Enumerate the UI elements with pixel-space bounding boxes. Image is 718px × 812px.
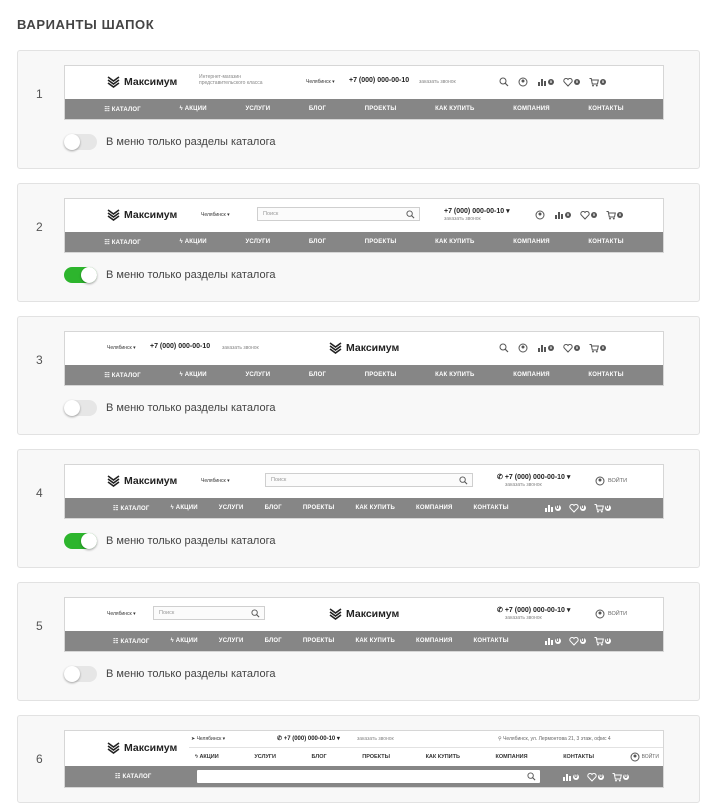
search-icon[interactable] [251,609,260,618]
city-select[interactable]: Челябинск ▾ [306,79,335,85]
search-input[interactable] [257,207,420,221]
catalog-only-toggle[interactable] [64,400,97,416]
menu-item-projects[interactable]: ПРОЕКТЫ [364,106,397,112]
logo-icon [107,742,120,754]
city-select[interactable]: Челябинск ▾ [107,345,136,351]
menu-item-projects[interactable]: ПРОЕКТЫ [302,505,335,511]
catalog-only-toggle[interactable] [64,267,97,283]
logo-icon [329,608,342,620]
menu-item-services[interactable]: УСЛУГИ [245,106,271,112]
city-select[interactable]: Челябинск ▾ [201,478,230,484]
location-icon: ⚲ [498,736,504,742]
favorite-count: 0 [575,79,579,84]
main-menu [65,498,663,518]
menu-item-contacts[interactable]: КОНТАКТЫ [473,505,509,511]
toggle-label: В меню только разделы каталога [106,136,276,148]
compare-icon[interactable] [554,210,564,220]
cart-count: 0 [624,773,628,780]
main-menu [65,232,663,252]
header-preview[interactable] [64,730,664,788]
phone-icon: ✆ [277,736,284,742]
menu-item-sales[interactable]: ϟ АКЦИИ [179,239,207,245]
header-variant-2[interactable] [17,183,700,302]
cart-count: 0 [605,505,610,511]
cart-count: 0 [601,345,605,350]
logo-icon [107,475,120,487]
logo-text: Максимум [124,209,178,221]
callback-link[interactable]: заказать звонок [222,345,259,351]
catalog-only-toggle[interactable] [64,134,97,150]
compare-icon[interactable] [544,503,554,513]
logo-icon [107,76,120,88]
menu-item-blog[interactable]: БЛОГ [264,505,282,511]
heart-icon[interactable] [569,636,579,646]
compare-count: 0 [574,773,578,780]
logo-text: Максимум [124,76,178,88]
logo-text: Максимум [346,342,400,354]
header-variant-6[interactable] [17,715,700,803]
logo-icon [329,342,342,354]
header-preview[interactable] [64,331,664,386]
menu-item-catalog[interactable]: ☷ КАТАЛОГ [115,774,152,780]
catalog-only-toggle[interactable] [64,666,97,682]
menu-item-sales[interactable]: ϟ АКЦИИ [195,754,219,760]
phone-number[interactable]: +7 (000) 000-00-10 [150,343,211,350]
cart-icon[interactable] [612,772,622,782]
menu-item-contacts[interactable]: КОНТАКТЫ [588,106,624,112]
menu-item-sales[interactable]: ϟ АКЦИИ [179,372,207,378]
menu-item-sales[interactable]: ϟ АКЦИИ [170,505,198,511]
toggle-label: В меню только разделы каталога [106,402,276,414]
menu-item-company[interactable]: КОМПАНИЯ [513,106,550,112]
menu-item-catalog[interactable]: ☷ КАТАЛОГ [104,239,141,246]
logo-text: Максимум [124,475,178,487]
logo-icon [107,209,120,221]
header-variant-4[interactable] [17,449,700,568]
header-preview[interactable] [64,464,664,519]
menu-item-services[interactable]: УСЛУГИ [218,638,244,644]
menu-item-how-to-buy[interactable]: КАК КУПИТЬ [435,372,475,378]
navigation-icon: ➤ [191,736,197,742]
lightning-icon: ϟ [170,638,176,644]
menu-item-how-to-buy[interactable]: КАК КУПИТЬ [355,505,395,511]
header-preview[interactable] [64,65,664,120]
heart-icon[interactable] [580,210,590,220]
logo [107,742,177,754]
variant-number: 1 [36,87,43,101]
header-variant-5[interactable] [17,582,700,701]
phone-number[interactable]: ✆ +7 (000) 000-00-10 ▾ [497,607,571,614]
user-icon[interactable] [535,210,545,220]
menu-item-contacts[interactable]: КОНТАКТЫ [563,754,595,760]
callback-link[interactable]: заказать звонок [444,216,481,222]
toggle-label: В меню только разделы каталога [106,535,276,547]
menu-item-company[interactable]: КОМПАНИЯ [513,372,550,378]
catalog-only-toggle[interactable] [64,533,97,549]
grid-icon: ☷ [104,106,112,113]
menu-item-services[interactable]: УСЛУГИ [218,505,244,511]
callback-link[interactable]: заказать звонок [357,736,394,742]
menu-item-services[interactable]: УСЛУГИ [245,239,271,245]
menu-item-services[interactable]: УСЛУГИ [245,372,271,378]
menu-item-catalog[interactable]: ☷ КАТАЛОГ [104,372,141,379]
grid-icon: ☷ [113,505,121,512]
grid-icon: ☷ [113,638,121,645]
toggle-knob [64,134,80,150]
menu-item-contacts[interactable]: КОНТАКТЫ [588,372,624,378]
logo-text: Максимум [124,742,178,754]
phone-number[interactable]: ✆ +7 (000) 000-00-10 ▾ [277,736,340,742]
menu-item-company[interactable]: КОМПАНИЯ [415,638,453,644]
menu-item-catalog[interactable]: ☷ КАТАЛОГ [113,505,150,512]
menu-item-catalog[interactable]: ☷ КАТАЛОГ [104,106,141,113]
menu-item-blog[interactable]: БЛОГ [308,239,327,245]
toggle-knob [64,400,80,416]
menu-item-sales[interactable]: ϟ АКЦИИ [170,638,198,644]
menu-item-catalog[interactable]: ☷ КАТАЛОГ [113,638,150,645]
lightning-icon: ϟ [195,754,200,760]
menu-item-how-to-buy[interactable]: КАК КУПИТЬ [435,106,475,112]
cart-count: 0 [601,79,605,84]
menu-item-blog[interactable]: БЛОГ [308,106,327,112]
favorite-count: 0 [580,638,585,644]
search-icon[interactable] [406,210,415,219]
variant-number: 5 [36,619,43,633]
search-placeholder: Поиск [271,477,287,483]
cart-count: 0 [618,212,622,217]
compare-icon[interactable] [544,636,554,646]
menu-item-company[interactable]: КОМПАНИЯ [495,754,528,760]
city-select[interactable]: Челябинск ▾ [107,611,136,617]
cart-icon[interactable] [589,343,599,353]
variant-number: 6 [36,752,43,766]
logo [107,76,177,88]
main-menu [65,99,663,119]
menu-item-projects[interactable]: ПРОЕКТЫ [364,239,397,245]
grid-icon: ☷ [104,372,112,379]
heart-icon[interactable] [587,772,597,782]
city-select[interactable]: Челябинск ▾ [201,212,230,218]
logo [329,342,399,354]
compare-count: 0 [555,505,560,511]
user-icon[interactable] [518,343,528,353]
logo [107,475,177,487]
search-icon[interactable] [459,476,468,485]
favorite-count: 0 [599,773,603,780]
heart-icon[interactable] [563,77,573,87]
phone-number[interactable]: +7 (000) 000-00-10 [349,77,410,84]
phone-number[interactable]: +7 (000) 000-00-10 ▾ [444,208,510,215]
variant-number: 4 [36,486,43,500]
main-menu [65,766,663,787]
grid-icon: ☷ [104,239,112,246]
search-input[interactable] [153,606,265,620]
toggle-knob [81,267,97,283]
menu-item-how-to-buy[interactable]: КАК КУПИТЬ [435,239,475,245]
main-menu [65,631,663,651]
secondary-menu [189,749,664,765]
callback-link[interactable]: заказать звонок [505,615,542,621]
heart-icon[interactable] [569,503,579,513]
menu-item-blog[interactable]: БЛОГ [311,754,327,760]
compare-count: 0 [549,345,553,350]
lightning-icon: ϟ [179,106,185,112]
header-variant-3[interactable] [17,316,700,435]
menu-item-projects[interactable]: ПРОЕКТЫ [362,754,390,760]
toggle-label: В меню только разделы каталога [106,668,276,680]
search-placeholder: Поиск [263,211,279,217]
user-icon[interactable] [595,609,605,619]
compare-icon[interactable] [562,772,572,782]
menu-item-services[interactable]: УСЛУГИ [254,754,276,760]
search-placeholder: Поиск [159,610,175,616]
variant-number: 3 [36,353,43,367]
favorite-count: 0 [592,212,596,217]
compare-icon[interactable] [537,343,547,353]
cart-icon[interactable] [606,210,616,220]
logo [329,608,399,620]
search-placeholder: Поиск [203,773,223,779]
page-title: ВАРИАНТЫ ШАПОК [17,17,155,32]
user-icon[interactable] [595,476,605,486]
phone-icon: ✆ [497,474,505,481]
header-preview[interactable] [64,198,664,253]
user-icon[interactable] [518,77,528,87]
search-icon[interactable] [527,772,536,781]
menu-item-company[interactable]: КОМПАНИЯ [415,505,453,511]
lightning-icon: ϟ [170,505,176,511]
menu-item-company[interactable]: КОМПАНИЯ [513,239,550,245]
search-input[interactable] [265,473,473,487]
compare-icon[interactable] [537,77,547,87]
menu-item-projects[interactable]: ПРОЕКТЫ [364,372,397,378]
login-link[interactable]: ВОЙТИ [608,611,628,617]
user-icon[interactable] [630,752,640,762]
toggle-label: В меню только разделы каталога [106,269,276,281]
main-menu [65,365,663,385]
search-icon[interactable] [499,343,509,353]
compare-count: 0 [549,79,553,84]
grid-icon: ☷ [115,774,123,780]
address: ⚲ Челябинск, ул. Лермонтова 21, 3 этаж, офис 4 [498,736,611,742]
logo-text: Максимум [346,608,400,620]
cart-icon[interactable] [589,77,599,87]
heart-icon[interactable] [563,343,573,353]
menu-item-projects[interactable]: ПРОЕКТЫ [302,638,335,644]
menu-item-sales[interactable]: ϟ АКЦИИ [179,106,207,112]
menu-item-how-to-buy[interactable]: КАК КУПИТЬ [355,638,395,644]
menu-item-blog[interactable]: БЛОГ [264,638,282,644]
favorite-count: 0 [580,505,585,511]
variant-number: 2 [36,220,43,234]
favorite-count: 0 [575,345,579,350]
search-input[interactable] [197,770,540,783]
phone-number[interactable]: ✆ +7 (000) 000-00-10 ▾ [497,474,571,481]
cart-icon[interactable] [594,636,604,646]
city-select[interactable]: ➤ Челябинск ▾ [191,736,226,742]
menu-item-contacts[interactable]: КОНТАКТЫ [473,638,509,644]
lightning-icon: ϟ [179,239,185,245]
menu-item-how-to-buy[interactable]: КАК КУПИТЬ [425,754,460,760]
menu-item-contacts[interactable]: КОНТАКТЫ [588,239,624,245]
lightning-icon: ϟ [179,372,185,378]
compare-count: 0 [555,638,560,644]
toggle-knob [81,533,97,549]
cart-count: 0 [605,638,610,644]
search-icon[interactable] [499,77,509,87]
login-link[interactable]: ВОЙТИ [608,478,628,484]
logo [107,209,177,221]
phone-icon: ✆ [497,607,505,614]
menu-item-blog[interactable]: БЛОГ [308,372,327,378]
cart-icon[interactable] [594,503,604,513]
callback-link[interactable]: заказать звонок [505,482,542,488]
header-variant-1[interactable] [17,50,700,169]
tagline: Интернет-магазин представительского класса [199,74,263,86]
login-link[interactable]: ВОЙТИ [641,754,659,760]
toggle-knob [64,666,80,682]
header-preview[interactable] [64,597,664,652]
callback-link[interactable]: заказать звонок [419,79,456,85]
compare-count: 0 [566,212,570,217]
